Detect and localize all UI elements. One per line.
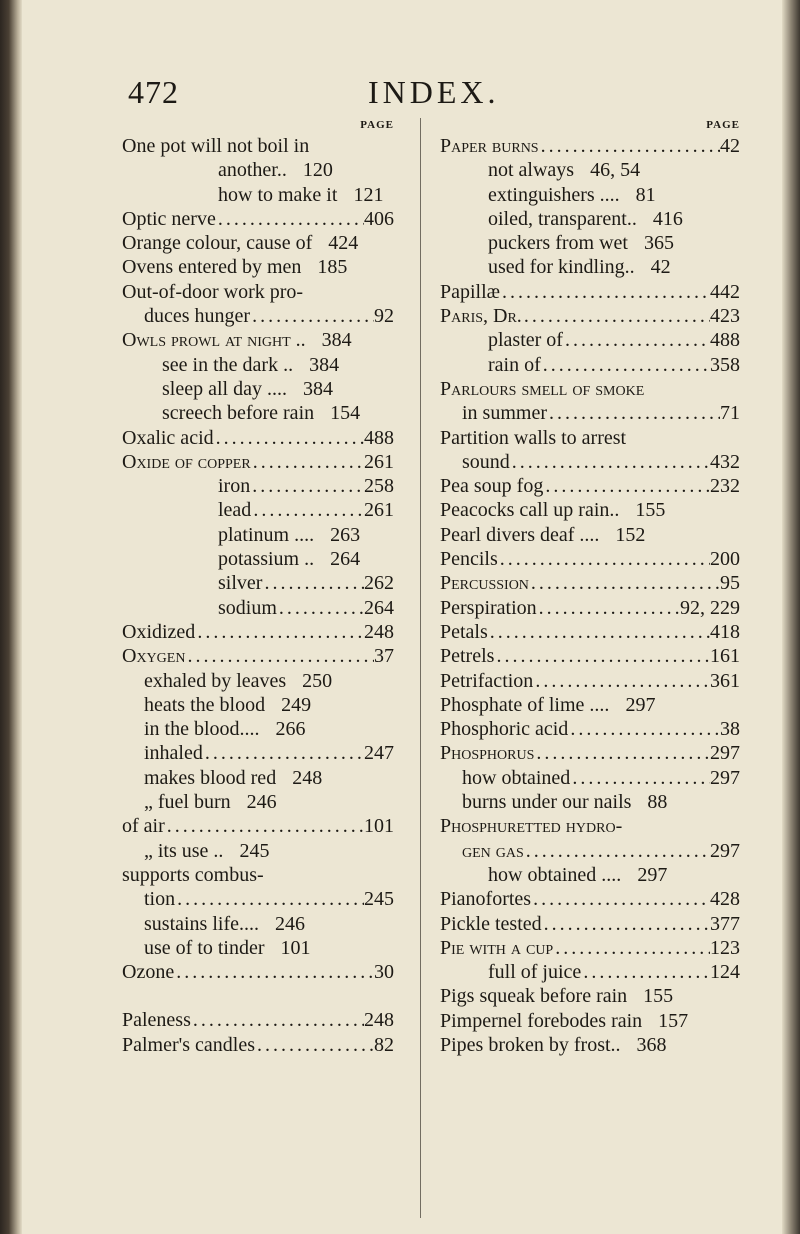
index-entry: [122, 255, 394, 279]
index-entry: [122, 960, 394, 984]
index-entry: [440, 912, 740, 936]
entry-page-ref: 92: [374, 305, 394, 328]
entry-page-ref: 418: [710, 620, 740, 643]
index-entry: [440, 960, 740, 984]
entry-term: silver: [218, 572, 263, 595]
index-entry: [122, 790, 394, 814]
entry-term: Pigs squeak before rain: [440, 985, 628, 1008]
index-column-right: [440, 116, 740, 1057]
page-header: [0, 74, 780, 114]
entry-term: puckers from wet: [488, 232, 628, 255]
index-entry: [440, 134, 740, 158]
index-entry: [122, 887, 394, 911]
index-entry: [440, 426, 740, 450]
entry-term: Petals: [440, 620, 488, 643]
entry-page-ref: 248: [364, 1009, 394, 1032]
index-entry: [440, 498, 740, 522]
entry-term: gen gas: [462, 839, 524, 862]
index-entry: [122, 401, 394, 425]
entry-page-ref: 38: [720, 718, 740, 741]
entry-page-ref: 416: [652, 207, 683, 230]
entry-term: „ its use ..: [144, 839, 224, 862]
entry-page-ref: 249: [281, 693, 312, 716]
dot-leader: [534, 741, 710, 765]
index-entry: [440, 766, 740, 790]
index-entry: [440, 401, 740, 425]
entry-term: extinguishers ....: [488, 183, 620, 206]
entry-term: Pimpernel forebodes rain: [440, 1009, 643, 1032]
entry-page-ref: 46, 54: [590, 159, 641, 182]
entry-page-ref: 42: [720, 135, 740, 157]
entry-page-ref: 264: [330, 548, 361, 571]
entry-term: „ fuel burn: [144, 791, 231, 814]
entry-page-ref: 92, 229: [680, 596, 740, 619]
index-entry: [122, 717, 394, 741]
entry-page-ref: 124: [710, 961, 740, 984]
index-entry: [122, 1033, 394, 1057]
index-entry: [122, 693, 394, 717]
entry-page-ref: 263: [330, 523, 361, 546]
entry-page-ref: 358: [710, 353, 740, 376]
entry-page-ref: 384: [302, 377, 333, 400]
index-entry: [122, 158, 394, 182]
entry-term: Pianofortes: [440, 888, 532, 911]
index-entry: [122, 377, 394, 401]
entry-term: in the blood....: [144, 718, 260, 741]
dot-leader: [191, 1008, 364, 1032]
entry-term: platinum ....: [218, 523, 315, 546]
index-entry: [122, 280, 394, 304]
entry-term: Phosphorus: [440, 742, 535, 765]
index-entry: [440, 741, 740, 765]
dot-leader: [251, 450, 364, 474]
page-column-label: PAGE: [706, 119, 740, 131]
entry-page-ref: 264: [364, 596, 394, 619]
entry-page-ref: 154: [330, 402, 361, 425]
index-entry: [440, 353, 740, 377]
entry-page-ref: 120: [302, 159, 333, 182]
dot-leader: [175, 887, 364, 911]
entry-term: Pencils: [440, 548, 498, 571]
entry-page-ref: 42: [650, 256, 671, 279]
dot-leader: [529, 571, 720, 595]
index-entry: [122, 620, 394, 644]
entry-page-ref: 368: [636, 1033, 667, 1056]
dot-leader: [255, 1033, 374, 1057]
entry-term: Pearl divers deaf ....: [440, 523, 600, 546]
entry-page-ref: 266: [275, 718, 306, 741]
index-entry: [122, 183, 394, 207]
index-entry: [122, 450, 394, 474]
dot-leader: [547, 401, 720, 425]
dot-leader: [533, 669, 710, 693]
entry-term: sleep all day ....: [162, 377, 287, 400]
entry-term: Perspiration: [440, 596, 537, 619]
entry-page-ref: 248: [292, 766, 323, 789]
index-entry: [122, 912, 394, 936]
entry-page-ref: 155: [643, 985, 674, 1008]
entry-term: Phosphuretted hydro-: [440, 815, 623, 838]
entry-term: Pipes broken by frost..: [440, 1033, 621, 1056]
entry-page-ref: 423: [710, 305, 740, 328]
entry-term: sound: [462, 450, 510, 473]
entry-page-ref: 95: [720, 572, 740, 595]
index-entry: [440, 790, 740, 814]
index-entry: [122, 596, 394, 620]
dot-leader: [568, 717, 720, 741]
index-entry: [440, 450, 740, 474]
index-entry: [122, 741, 394, 765]
dot-leader: [250, 474, 364, 498]
index-entry: [122, 571, 394, 595]
index-entry: [440, 693, 740, 717]
entry-page-ref: 248: [364, 620, 394, 643]
entry-page-ref: 384: [321, 329, 352, 352]
entry-term: Paris, Dr.: [440, 305, 522, 328]
index-entry: [122, 547, 394, 571]
dot-leader: [203, 741, 364, 765]
index-entry: [440, 887, 740, 911]
entry-page-ref: 297: [710, 766, 740, 789]
dot-leader: [195, 620, 364, 644]
entry-page-ref: 155: [635, 499, 666, 522]
index-entry: [122, 863, 394, 887]
entry-page-ref: 232: [710, 475, 740, 498]
index-entry: [122, 426, 394, 450]
entry-term: inhaled: [144, 742, 203, 765]
dot-leader: [165, 814, 364, 838]
entry-term: Owls prowl at night ..: [122, 329, 306, 352]
dot-leader: [500, 280, 710, 304]
entry-term: Pickle tested: [440, 912, 542, 935]
entry-term: heats the blood: [144, 693, 266, 716]
index-entry: [440, 814, 740, 838]
index-entry: [122, 523, 394, 547]
index-entry: [440, 280, 740, 304]
index-entry: [122, 814, 394, 838]
entry-term: plaster of: [488, 329, 563, 352]
index-entry: [440, 231, 740, 255]
index-entry: [440, 1033, 740, 1057]
index-entry: [122, 498, 394, 522]
index-entry: [440, 936, 740, 960]
entry-term: makes blood red: [144, 766, 277, 789]
dot-leader: [251, 498, 364, 522]
entry-term: Ozone: [122, 961, 175, 984]
entry-page-ref: 123: [710, 936, 740, 959]
entry-term: Papillæ: [440, 280, 501, 303]
index-entry: [440, 523, 740, 547]
entry-term: full of juice: [488, 961, 582, 984]
entry-page-ref: 246: [275, 912, 305, 935]
index-column-left: [122, 116, 394, 1057]
entry-page-ref: 161: [710, 645, 740, 668]
entry-page-ref: 488: [364, 426, 394, 449]
entry-term: sustains life....: [144, 912, 259, 935]
entry-term: burns under our nails: [462, 791, 632, 814]
entry-term: One pot will not boil in: [122, 135, 310, 157]
entry-page-ref: 297: [637, 863, 668, 886]
index-entry: [440, 1009, 740, 1033]
entry-page-ref: 406: [364, 207, 394, 230]
index-entry: [440, 304, 740, 328]
index-entry: [122, 353, 394, 377]
entry-term: Oxide of copper: [122, 450, 251, 473]
entry-term: screech before rain: [162, 402, 315, 425]
page-number: 472: [128, 74, 179, 110]
dot-leader: [216, 207, 364, 231]
entry-term: exhaled by leaves: [144, 669, 287, 692]
entry-page-ref: 157: [658, 1009, 689, 1032]
index-entry: [440, 717, 740, 741]
entry-page-ref: 365: [643, 232, 674, 255]
entry-term: rain of: [488, 353, 541, 376]
index-entry: [122, 839, 394, 863]
dot-leader: [570, 766, 710, 790]
index-entry: [440, 158, 740, 182]
entry-page-ref: 428: [710, 888, 740, 911]
entry-page-ref: 101: [280, 936, 311, 959]
entry-term: Oxalic acid: [122, 426, 214, 449]
index-entry: [440, 207, 740, 231]
dot-leader: [563, 328, 710, 352]
entry-term: Parlours smell of smoke: [440, 377, 645, 400]
page-column-label: PAGE: [360, 119, 394, 131]
entry-term: Ovens entered by men: [122, 256, 302, 279]
dot-leader: [498, 547, 710, 571]
index-entry: [440, 644, 740, 668]
dot-leader: [510, 450, 710, 474]
entry-term: Paper burns: [440, 135, 539, 157]
dot-leader: [277, 596, 364, 620]
entry-term: Phosphate of lime ....: [440, 693, 610, 716]
entry-page-ref: 424: [328, 232, 359, 255]
entry-term: Oxidized: [122, 620, 196, 643]
dot-leader: [262, 571, 364, 595]
entry-term: Petrifaction: [440, 669, 534, 692]
index-entry: [122, 766, 394, 790]
entry-page-ref: 245: [364, 888, 394, 911]
index-entry: [440, 474, 740, 498]
dot-leader: [214, 426, 364, 450]
index-entry: [440, 255, 740, 279]
index-entry: [122, 936, 394, 960]
book-binding-shadow: [0, 0, 22, 1234]
index-entry: [440, 377, 740, 401]
entry-term: duces hunger: [144, 305, 251, 328]
dot-leader: [174, 960, 374, 984]
entry-term: Oxygen: [122, 645, 186, 668]
dot-leader: [522, 304, 710, 328]
dot-leader: [524, 839, 710, 863]
entry-page-ref: 81: [635, 183, 656, 206]
entry-page-ref: 432: [710, 450, 740, 473]
entry-term: how obtained: [462, 766, 571, 789]
index-entry: [122, 304, 394, 328]
index-entry: [440, 328, 740, 352]
entry-page-ref: 185: [317, 256, 348, 279]
entry-page-ref: 245: [239, 839, 270, 862]
entry-term: Paleness: [122, 1009, 191, 1032]
dot-leader: [553, 936, 710, 960]
entry-term: not always: [488, 159, 575, 182]
index-entry: [440, 571, 740, 595]
entry-term: used for kindling..: [488, 256, 635, 279]
dot-leader: [494, 644, 710, 668]
dot-leader: [531, 887, 710, 911]
page-edge-shadow: [782, 0, 800, 1234]
entry-term: Phosphoric acid: [440, 718, 569, 741]
entry-page-ref: 361: [710, 669, 740, 692]
dot-leader: [250, 304, 374, 328]
entry-term: Palmer's candles: [122, 1033, 256, 1056]
index-entry: [440, 863, 740, 887]
index-entry: [122, 231, 394, 255]
entry-term: tion: [144, 888, 176, 911]
index-entry: [122, 669, 394, 693]
dot-leader: [581, 960, 710, 984]
entry-page-ref: 442: [710, 280, 740, 303]
entry-page-ref: 71: [720, 402, 740, 425]
entry-term: Orange colour, cause of: [122, 232, 313, 255]
entry-term: supports combus-: [122, 863, 264, 886]
entry-page-ref: 297: [625, 693, 656, 716]
entry-page-ref: 152: [615, 523, 646, 546]
entry-page-ref: 377: [710, 912, 740, 935]
entry-term: Percussion: [440, 572, 529, 595]
entry-term: lead: [218, 499, 252, 522]
index-entry: [440, 547, 740, 571]
entry-term: Out-of-door work pro-: [122, 280, 304, 303]
index-entry: [440, 620, 740, 644]
index-entry: [122, 644, 394, 668]
entry-page-ref: 384: [309, 353, 340, 376]
index-entry: [440, 669, 740, 693]
entry-term: of air: [122, 815, 165, 838]
index-entry: [122, 474, 394, 498]
entry-page-ref: 258: [364, 475, 394, 498]
entry-term: how to make it: [218, 183, 338, 206]
entry-term: potassium ..: [218, 548, 315, 571]
entry-term: iron: [218, 475, 251, 498]
entry-page-ref: 82: [374, 1033, 394, 1056]
dot-leader: [542, 912, 710, 936]
dot-leader: [541, 353, 710, 377]
dot-leader: [539, 134, 720, 158]
index-entry: [440, 596, 740, 620]
entry-term: Peacocks call up rain..: [440, 499, 620, 522]
entry-term: another..: [218, 159, 287, 182]
entry-term: how obtained ....: [488, 863, 622, 886]
entry-page-ref: 297: [710, 742, 740, 765]
entry-page-ref: 88: [647, 791, 668, 814]
entry-page-ref: 261: [364, 499, 394, 522]
entry-term: see in the dark ..: [162, 353, 294, 376]
entry-page-ref: 247: [364, 742, 394, 765]
entry-page-ref: 262: [364, 572, 394, 595]
entry-term: sodium: [218, 596, 277, 619]
entry-term: in summer: [462, 402, 547, 425]
entry-page-ref: 30: [374, 961, 394, 984]
entry-term: oiled, transparent..: [488, 207, 637, 230]
dot-leader: [185, 644, 374, 668]
index-entry: [440, 984, 740, 1008]
index-entry: [122, 207, 394, 231]
entry-term: Partition walls to arrest: [440, 426, 627, 449]
dot-leader: [488, 620, 710, 644]
entry-term: Pea soup fog: [440, 475, 544, 498]
column-divider: [420, 118, 421, 1218]
entry-page-ref: 101: [364, 815, 394, 838]
entry-term: Optic nerve: [122, 207, 216, 230]
index-entry: [122, 1008, 394, 1032]
entry-page-ref: 121: [353, 183, 384, 206]
entry-page-ref: 297: [710, 839, 740, 862]
entry-page-ref: 250: [302, 669, 333, 692]
entry-term: Petrels: [440, 645, 495, 668]
entry-term: Pie with a cup: [440, 936, 554, 959]
entry-page-ref: 37: [374, 645, 394, 668]
dot-leader: [537, 596, 680, 620]
index-entry: [440, 183, 740, 207]
entry-term: use of to tinder: [144, 936, 265, 959]
entry-page-ref: 488: [710, 329, 740, 352]
index-entry: [440, 839, 740, 863]
index-entry: [122, 134, 394, 158]
entry-page-ref: 200: [710, 548, 740, 571]
entry-page-ref: 261: [364, 450, 394, 473]
entry-page-ref: 246: [246, 791, 277, 814]
page-title: INDEX.: [368, 74, 500, 110]
dot-leader: [543, 474, 710, 498]
index-entry: [122, 328, 394, 352]
